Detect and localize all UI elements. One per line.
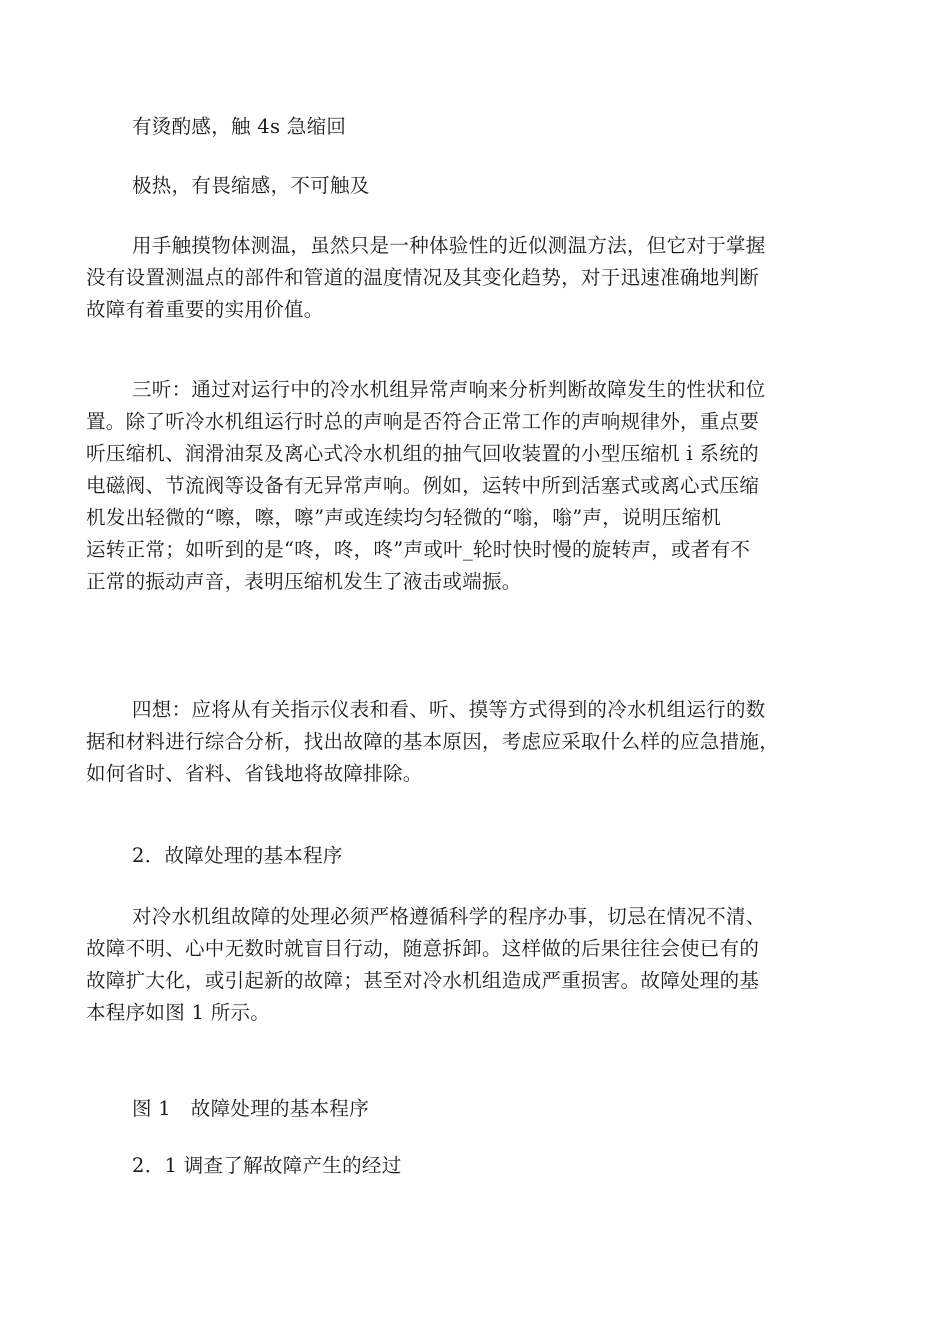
text-line: 故障有着重要的实用价值。 (86, 298, 324, 321)
subsection-heading (86, 1150, 886, 1182)
section-heading (86, 840, 886, 872)
paragraph-hot-touch (86, 111, 886, 143)
paragraph-think (86, 694, 886, 790)
paragraph-touch-measure (86, 230, 886, 326)
text-line: 极热，有畏缩感，不可触及 (132, 174, 370, 197)
text-line: 对冷水机组故障的处理必须严格遵循科学的程序办事，切忌在情况不清、 (132, 905, 766, 928)
text-line: 电磁阀、节流阀等设备有无异常声响。例如，运转中所到活塞式或离心式压缩 (86, 474, 760, 497)
figure-caption (86, 1093, 886, 1125)
text-line: 机发出轻微的“嚓，嚓，嚓”声或连续均匀轻微的“嗡，嗡”声，说明压缩机 (86, 506, 722, 529)
text-line: 听压缩机、润滑油泵及离心式冷水机组的抽气回收装置的小型压缩机 i 系统的 (86, 442, 759, 465)
text-line: 图 1 故障处理的基本程序 (132, 1097, 370, 1120)
text-line: 2．故障处理的基本程序 (132, 844, 343, 867)
paragraph-extreme-heat (86, 170, 886, 202)
text-line: 用手触摸物体测温，虽然只是一种体验性的近似测温方法，但它对于掌握 (132, 234, 766, 257)
paragraph-procedure (86, 901, 886, 1029)
text-line: 运转正常；如听到的是“咚，咚，咚”声或叶_轮时快时慢的旋转声，或者有不 (86, 538, 751, 561)
paragraph-listen (86, 374, 886, 598)
text-line: 本程序如图 1 所示。 (86, 1001, 271, 1024)
text-line: 据和材料进行综合分析，找出故障的基本原因，考虑应采取什么样的应急措施， (86, 730, 780, 753)
text-line: 2．1 调查了解故障产生的经过 (132, 1154, 402, 1177)
text-line: 置。除了听冷水机组运行时总的声响是否符合正常工作的声响规律外，重点要 (86, 410, 760, 433)
text-line: 如何省时、省料、省钱地将故障排除。 (86, 762, 423, 785)
text-line: 故障不明、心中无数时就盲目行动，随意拆卸。这样做的后果往往会使已有的 (86, 937, 760, 960)
text-line: 三听：通过对运行中的冷水机组异常声响来分析判断故障发生的性状和位 (132, 378, 766, 401)
text-line: 正常的振动声音，表明压缩机发生了液击或端振。 (86, 570, 522, 593)
text-line: 没有设置测温点的部件和管道的温度情况及其变化趋势，对于迅速准确地判断 (86, 266, 760, 289)
text-line: 四想：应将从有关指示仪表和看、听、摸等方式得到的冷水机组运行的数 (132, 698, 766, 721)
text-line: 故障扩大化，或引起新的故障；甚至对冷水机组造成严重损害。故障处理的基 (86, 969, 760, 992)
text-line: 有烫酌感，触 4s 急缩回 (132, 115, 347, 138)
